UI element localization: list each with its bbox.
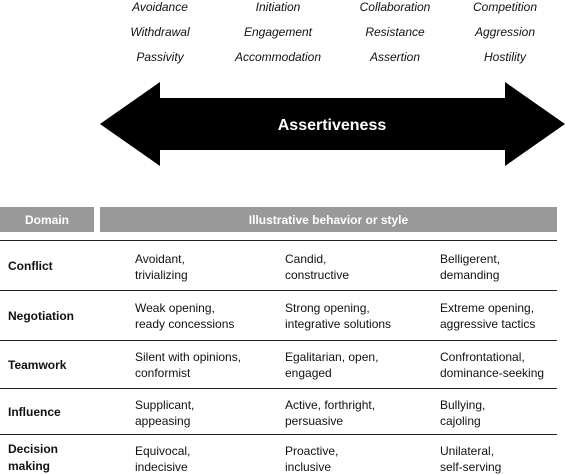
cell-mid — [285, 300, 391, 332]
cell-mid — [285, 443, 338, 475]
cell-line: aggressive tactics — [440, 317, 536, 331]
domain-conflict — [8, 258, 53, 275]
cell-line: appeasing — [135, 414, 191, 428]
cell-line: persuasive — [285, 414, 344, 428]
cell-line: Supplicant, — [135, 398, 195, 412]
cell-low — [135, 300, 234, 332]
cell-mid — [285, 397, 375, 429]
term-collaboration: Collaboration — [359, 0, 431, 14]
domain-teamwork — [8, 357, 66, 374]
term-competition: Competition — [472, 0, 538, 14]
row-divider — [0, 340, 557, 341]
cell-low — [135, 443, 190, 475]
header-domain — [0, 207, 94, 232]
cell-line: self-serving — [440, 460, 502, 474]
cell-line: integrative solutions — [285, 317, 392, 331]
domain-label: Conflict — [8, 259, 53, 273]
domain-label: Influence — [8, 405, 61, 419]
term-assertion: Assertion — [369, 50, 421, 64]
term-initiation: Initiation — [255, 0, 301, 14]
cell-line: indecisive — [135, 460, 188, 474]
domain-negotiation — [8, 308, 74, 325]
cell-line: Silent with opinions, — [135, 350, 242, 364]
cell-high — [440, 443, 501, 475]
domain-label: Decision — [8, 442, 59, 456]
header-behavior-label: Illustrative behavior or style — [248, 212, 409, 227]
term-avoidance: Avoidance — [132, 0, 188, 14]
cell-high — [440, 300, 535, 332]
cell-line: Weak opening, — [135, 301, 215, 315]
cell-line: Confrontational, — [440, 350, 525, 364]
cell-line: Belligerent, — [440, 252, 501, 266]
cell-line: Equivocal, — [135, 444, 191, 458]
cell-line: inclusive — [285, 460, 332, 474]
term-accommodation: Accommodation — [234, 50, 322, 64]
cell-line: Candid, — [285, 252, 327, 266]
domain-label: Negotiation — [8, 309, 74, 323]
cell-line: conformist — [135, 366, 191, 380]
cell-line: Bullying, — [440, 398, 486, 412]
cell-line: cajoling — [440, 414, 481, 428]
cell-line: demanding — [440, 268, 500, 282]
row-divider — [0, 240, 557, 241]
cell-line: Strong opening, — [285, 301, 370, 315]
term-hostility: Hostility — [483, 50, 526, 64]
domain-label: making — [8, 459, 51, 473]
cell-high — [440, 251, 500, 283]
cell-low — [135, 251, 188, 283]
header-domain-label: Domain — [24, 212, 69, 227]
cell-line: constructive — [285, 268, 350, 282]
cell-line: ready concessions — [135, 317, 235, 331]
cell-mid — [285, 251, 349, 283]
row-divider — [0, 290, 557, 291]
cell-low — [135, 397, 194, 429]
cell-line: engaged — [285, 366, 332, 380]
row-divider — [0, 434, 557, 435]
cell-line: Egalitarian, open, — [285, 350, 379, 364]
term-withdrawal: Withdrawal — [130, 25, 190, 39]
term-aggression: Aggression — [474, 25, 536, 39]
domain-decision-making — [8, 441, 58, 475]
cell-low — [135, 349, 241, 381]
cell-line: Unilateral, — [440, 444, 495, 458]
assertiveness-arrow — [0, 0, 565, 180]
cell-line: Extreme opening, — [440, 301, 535, 315]
cell-high — [440, 349, 544, 381]
cell-line: trivializing — [135, 268, 188, 282]
cell-high — [440, 397, 485, 429]
term-passivity: Passivity — [136, 50, 184, 64]
term-engagement: Engagement — [243, 25, 313, 39]
cell-line: dominance-seeking — [440, 366, 545, 380]
cell-line: Active, forthright, — [285, 398, 376, 412]
cell-line: Avoidant, — [135, 252, 185, 266]
cell-line: Proactive, — [285, 444, 339, 458]
cell-mid — [285, 349, 378, 381]
term-resistance: Resistance — [365, 25, 425, 39]
domain-label: Teamwork — [8, 358, 67, 372]
domain-influence — [8, 404, 61, 421]
row-divider — [0, 388, 557, 389]
arrow-label: Assertiveness — [277, 117, 387, 134]
header-behavior — [100, 207, 557, 232]
